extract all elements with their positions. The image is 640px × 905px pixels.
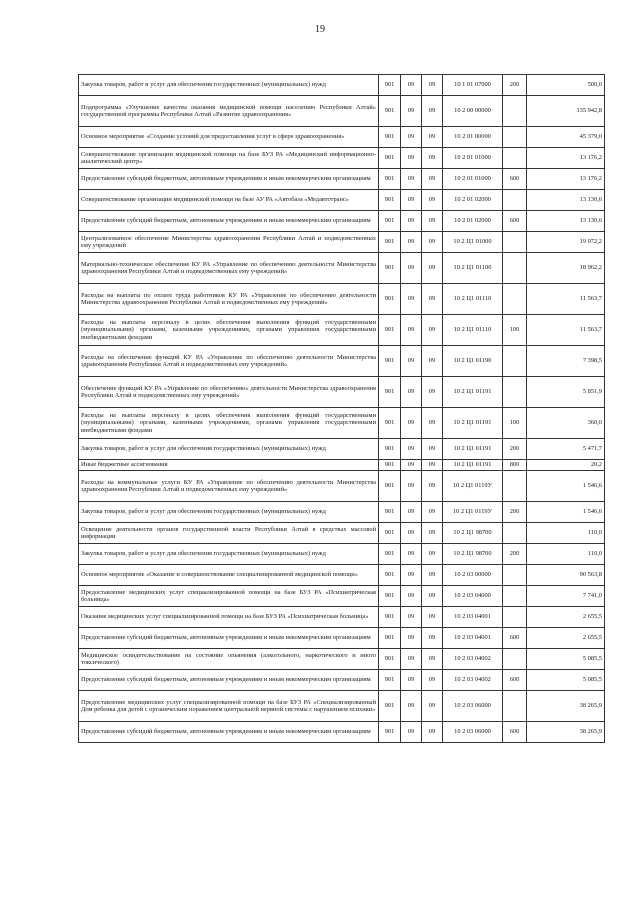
cell-section-code: 09 [401,649,422,670]
cell-section-code: 09 [401,315,422,346]
cell-section-code: 09 [401,722,422,743]
cell-expense-name: Закупка товаров, работ и услуг для обеспечения государственных (муниципальных) нужд [79,502,379,523]
cell-amount: 110,0 [527,523,605,544]
cell-expense-name: Расходы на выплаты персоналу в целях обеспечения выполнения функций государственными (муниципальными) органами, казенными учреждениями, органами управления государственными внебюджетными фондами [79,408,379,439]
cell-amount: 11 563,7 [527,284,605,315]
cell-target-article: 10 2 Ц1 01191 [443,439,503,460]
cell-section-code: 09 [401,523,422,544]
cell-amount: 135 942,8 [527,96,605,127]
cell-grbs-code: 901 [379,232,401,253]
table-row [79,460,605,471]
cell-section-code: 09 [401,75,422,96]
cell-section-code: 09 [401,607,422,628]
cell-expense-name: Закупка товаров, работ и услуг для обеспечения государственных (муниципальных) нужд [79,75,379,96]
cell-target-article: 10 2 03 04000 [443,586,503,607]
cell-grbs-code: 901 [379,96,401,127]
cell-target-article: 10 2 03 04002 [443,670,503,691]
cell-subsection-code: 09 [422,460,443,471]
cell-expense-type [503,148,527,169]
cell-expense-name: Централизованное обеспечение Министерства здравоохранения Республики Алтай и подведомственных ему учреждений [79,232,379,253]
cell-subsection-code: 09 [422,607,443,628]
cell-expense-name: Основное мероприятие «Оказание и совершенствование специализированной медицинской помощи» [79,565,379,586]
cell-expense-type: 600 [503,670,527,691]
cell-grbs-code: 901 [379,502,401,523]
cell-expense-name: Материально-техническое обеспечение КУ РА «Управление по обеспечению деятельности Министерства здравоохранения Республики Алтай и подведомственных ему учреждений» [79,253,379,284]
cell-section-code: 09 [401,408,422,439]
cell-expense-type: 200 [503,439,527,460]
cell-expense-name: Предоставление субсидий бюджетным, автономным учреждениям и иным некоммерческим организациям [79,628,379,649]
cell-subsection-code: 09 [422,169,443,190]
cell-section-code: 09 [401,284,422,315]
cell-expense-type: 100 [503,408,527,439]
cell-subsection-code: 09 [422,670,443,691]
cell-amount: 500,0 [527,75,605,96]
cell-expense-name: Совершенствование организации медицинской помощи на базе АУ РА «Автобаза «Медавтотранс» [79,190,379,211]
cell-amount: 5 471,7 [527,439,605,460]
table-row [79,544,605,565]
table-row [79,315,605,346]
cell-section-code: 09 [401,96,422,127]
table-row [79,127,605,148]
cell-expense-type [503,607,527,628]
cell-expense-name: Предоставление субсидий бюджетным, автономным учреждениям и иным некоммерческим организациям [79,169,379,190]
table-row [79,408,605,439]
cell-expense-name: Обеспечение функций КУ РА «Управление по обеспечению» деятельности Министерства здравоохранения Республики Алтай и подведомственных ему учреждений» [79,377,379,408]
cell-amount: 7 741,0 [527,586,605,607]
cell-section-code: 09 [401,670,422,691]
cell-grbs-code: 901 [379,190,401,211]
cell-expense-name: Расходы на выплаты по оплате труда работников КУ РА «Управление по обеспечению деятельности Министерства здравоохранения Республики Алтай и подведомственных ему учреждений» [79,284,379,315]
cell-section-code: 09 [401,544,422,565]
budget-table [78,74,605,743]
cell-grbs-code: 901 [379,628,401,649]
cell-amount: 13 130,6 [527,190,605,211]
cell-expense-type: 600 [503,722,527,743]
table-row [79,346,605,377]
cell-target-article: 10 2 01 02000 [443,211,503,232]
cell-subsection-code: 09 [422,471,443,502]
cell-target-article: 10 2 Ц1 01190 [443,346,503,377]
cell-amount: 45 379,0 [527,127,605,148]
table-row [79,607,605,628]
cell-target-article: 10 1 01 07000 [443,75,503,96]
cell-subsection-code: 09 [422,649,443,670]
cell-amount: 360,0 [527,408,605,439]
cell-target-article: 10 2 Ц1 0119У [443,502,503,523]
cell-amount: 5 085,5 [527,649,605,670]
cell-amount: 19 072,2 [527,232,605,253]
cell-subsection-code: 09 [422,502,443,523]
cell-target-article: 10 2 03 06000 [443,691,503,722]
cell-section-code: 09 [401,439,422,460]
cell-section-code: 09 [401,232,422,253]
cell-grbs-code: 901 [379,211,401,232]
cell-target-article: 10 2 Ц1 01191 [443,377,503,408]
cell-expense-name: Оказание медицинских услуг специализированной помощи на базе БУЗ РА «Психиатрическая больница» [79,607,379,628]
cell-amount: 1 546,6 [527,502,605,523]
cell-grbs-code: 901 [379,544,401,565]
cell-expense-type [503,284,527,315]
cell-amount: 13 130,6 [527,211,605,232]
table-row [79,190,605,211]
cell-section-code: 09 [401,586,422,607]
cell-target-article: 10 2 03 04002 [443,649,503,670]
cell-subsection-code: 09 [422,691,443,722]
cell-amount: 18 962,2 [527,253,605,284]
cell-amount: 90 563,8 [527,565,605,586]
cell-grbs-code: 901 [379,127,401,148]
cell-grbs-code: 901 [379,607,401,628]
cell-target-article: 10 2 Ц1 01110 [443,284,503,315]
cell-grbs-code: 901 [379,565,401,586]
cell-expense-type [503,565,527,586]
table-row [79,377,605,408]
table-row [79,96,605,127]
cell-grbs-code: 901 [379,346,401,377]
cell-expense-name: Предоставление субсидий бюджетным, автономным учреждениям и иным некоммерческим организациям [79,722,379,743]
cell-expense-name: Иные бюджетные ассигнования [79,460,379,471]
cell-grbs-code: 901 [379,284,401,315]
cell-target-article: 10 2 Ц1 01100 [443,253,503,284]
table-row [79,211,605,232]
cell-expense-type [503,127,527,148]
cell-amount: 1 546,6 [527,471,605,502]
cell-subsection-code: 09 [422,96,443,127]
cell-grbs-code: 901 [379,253,401,284]
cell-amount: 13 176,2 [527,148,605,169]
cell-target-article: 10 2 03 06000 [443,722,503,743]
cell-expense-name: Подпрограмма «Улучшение качества оказания медицинской помощи населению Республики Алтай» государственной программы Республики Алтай «Развитие здравоохранения» [79,96,379,127]
cell-grbs-code: 901 [379,408,401,439]
cell-grbs-code: 901 [379,75,401,96]
cell-target-article: 10 2 Ц1 0119У [443,471,503,502]
cell-target-article: 10 2 03 00000 [443,565,503,586]
table-row [79,439,605,460]
cell-amount: 5 851,9 [527,377,605,408]
cell-amount: 5 085,5 [527,670,605,691]
cell-expense-name: Основное мероприятие «Создание условий для предоставления услуг в сфере здравоохранения» [79,127,379,148]
cell-target-article: 10 2 Ц1 01110 [443,315,503,346]
cell-expense-type [503,253,527,284]
cell-section-code: 09 [401,377,422,408]
cell-subsection-code: 09 [422,75,443,96]
cell-expense-type: 600 [503,211,527,232]
cell-expense-type [503,346,527,377]
cell-target-article: 10 2 01 00000 [443,127,503,148]
cell-target-article: 10 2 Ц1 98700 [443,523,503,544]
cell-target-article: 10 2 Ц1 01191 [443,408,503,439]
cell-amount: 2 655,5 [527,628,605,649]
cell-amount: 38 265,9 [527,722,605,743]
cell-section-code: 09 [401,565,422,586]
table-row [79,169,605,190]
cell-subsection-code: 09 [422,232,443,253]
table-row [79,502,605,523]
table-row [79,75,605,96]
cell-expense-name: Предоставление медицинских услуг специализированной помощи на базе БУЗ РА «Психиатрическая больница» [79,586,379,607]
cell-amount: 11 563,7 [527,315,605,346]
cell-grbs-code: 901 [379,670,401,691]
budget-table-body [79,75,605,743]
cell-target-article: 10 2 Ц1 98700 [443,544,503,565]
cell-subsection-code: 09 [422,565,443,586]
cell-expense-type: 200 [503,544,527,565]
cell-grbs-code: 901 [379,169,401,190]
cell-grbs-code: 901 [379,148,401,169]
cell-expense-name: Освещение деятельности органов государственной власти Республики Алтай в средствах массовой информации [79,523,379,544]
cell-expense-name: Расходы на обеспечение функций КУ РА «Управление по обеспечению деятельности Министерства здравоохранения Республики Алтай и подведомственных ему учреждений» [79,346,379,377]
cell-target-article: 10 2 01 01000 [443,148,503,169]
cell-amount: 7 398,5 [527,346,605,377]
cell-grbs-code: 901 [379,586,401,607]
cell-subsection-code: 09 [422,190,443,211]
cell-expense-type: 600 [503,628,527,649]
cell-grbs-code: 901 [379,377,401,408]
table-row [79,670,605,691]
cell-subsection-code: 09 [422,722,443,743]
table-row [79,722,605,743]
cell-section-code: 09 [401,628,422,649]
cell-subsection-code: 09 [422,211,443,232]
cell-grbs-code: 901 [379,439,401,460]
cell-expense-type [503,691,527,722]
cell-amount: 20,2 [527,460,605,471]
cell-expense-type [503,586,527,607]
table-row [79,148,605,169]
cell-subsection-code: 09 [422,346,443,377]
cell-subsection-code: 09 [422,523,443,544]
table-row [79,232,605,253]
cell-grbs-code: 901 [379,691,401,722]
cell-target-article: 10 2 00 00000 [443,96,503,127]
cell-subsection-code: 09 [422,544,443,565]
cell-section-code: 09 [401,460,422,471]
cell-grbs-code: 901 [379,315,401,346]
cell-expense-name: Расходы на выплаты персоналу в целях обеспечения выполнения функций государственными (муниципальными) органами, казенными учреждениями, органами управления государственными внебюджетными фондами [79,315,379,346]
cell-grbs-code: 901 [379,649,401,670]
cell-section-code: 09 [401,502,422,523]
cell-subsection-code: 09 [422,315,443,346]
table-row [79,649,605,670]
table-row [79,628,605,649]
cell-expense-type: 200 [503,502,527,523]
page-number: 19 [315,24,325,35]
cell-amount: 13 176,2 [527,169,605,190]
cell-expense-name: Предоставление субсидий бюджетным, автономным учреждениям и иным некоммерческим организациям [79,670,379,691]
cell-grbs-code: 901 [379,523,401,544]
cell-expense-type [503,190,527,211]
cell-amount: 2 655,5 [527,607,605,628]
cell-section-code: 09 [401,190,422,211]
cell-section-code: 09 [401,691,422,722]
cell-subsection-code: 09 [422,148,443,169]
cell-expense-type [503,471,527,502]
cell-expense-name: Совершенствование организации медицинской помощи на базе БУЗ РА «Медицинский информационно-аналитический центр» [79,148,379,169]
cell-expense-type [503,232,527,253]
cell-target-article: 10 2 01 02000 [443,190,503,211]
cell-subsection-code: 09 [422,284,443,315]
cell-expense-type [503,523,527,544]
cell-section-code: 09 [401,148,422,169]
cell-expense-name: Предоставление медицинских услуг специализированной помощи на базе БУЗ РА «Специализированный Дом ребенка для детей с органическим поражением центральной нервной системы с нарушением психики» [79,691,379,722]
cell-target-article: 10 2 01 01000 [443,169,503,190]
cell-section-code: 09 [401,471,422,502]
table-row [79,565,605,586]
cell-expense-type [503,377,527,408]
cell-subsection-code: 09 [422,586,443,607]
cell-expense-name: Закупка товаров, работ и услуг для обеспечения государственных (муниципальных) нужд [79,544,379,565]
cell-section-code: 09 [401,253,422,284]
cell-grbs-code: 901 [379,460,401,471]
cell-expense-type [503,649,527,670]
cell-amount: 110,0 [527,544,605,565]
cell-subsection-code: 09 [422,127,443,148]
table-row [79,691,605,722]
table-row [79,471,605,502]
cell-target-article: 10 2 03 04001 [443,607,503,628]
cell-grbs-code: 901 [379,722,401,743]
cell-subsection-code: 09 [422,377,443,408]
cell-target-article: 10 2 03 04001 [443,628,503,649]
cell-expense-name: Медицинское освидетельствование на состояние опьянения (алкогольного, наркотического и иного токсического) [79,649,379,670]
cell-subsection-code: 09 [422,408,443,439]
cell-target-article: 10 2 Ц1 01191 [443,460,503,471]
table-row [79,253,605,284]
cell-section-code: 09 [401,169,422,190]
cell-subsection-code: 09 [422,439,443,460]
cell-section-code: 09 [401,211,422,232]
table-row [79,523,605,544]
cell-subsection-code: 09 [422,628,443,649]
cell-expense-name: Закупка товаров, работ и услуг для обеспечения государственных (муниципальных) нужд [79,439,379,460]
cell-expense-type [503,96,527,127]
table-row [79,586,605,607]
cell-grbs-code: 901 [379,471,401,502]
cell-target-article: 10 2 Ц1 01000 [443,232,503,253]
cell-expense-type: 600 [503,169,527,190]
cell-amount: 38 265,9 [527,691,605,722]
cell-expense-type: 100 [503,315,527,346]
table-row [79,284,605,315]
cell-section-code: 09 [401,346,422,377]
cell-expense-type: 200 [503,75,527,96]
cell-section-code: 09 [401,127,422,148]
cell-subsection-code: 09 [422,253,443,284]
cell-expense-type: 800 [503,460,527,471]
cell-expense-name: Предоставление субсидий бюджетным, автономным учреждениям и иным некоммерческим организациям [79,211,379,232]
cell-expense-name: Расходы на коммунальные услуги КУ РА «Управление по обеспечению деятельности Министерства здравоохранения Республики Алтай и подведомственных ему учреждений» [79,471,379,502]
